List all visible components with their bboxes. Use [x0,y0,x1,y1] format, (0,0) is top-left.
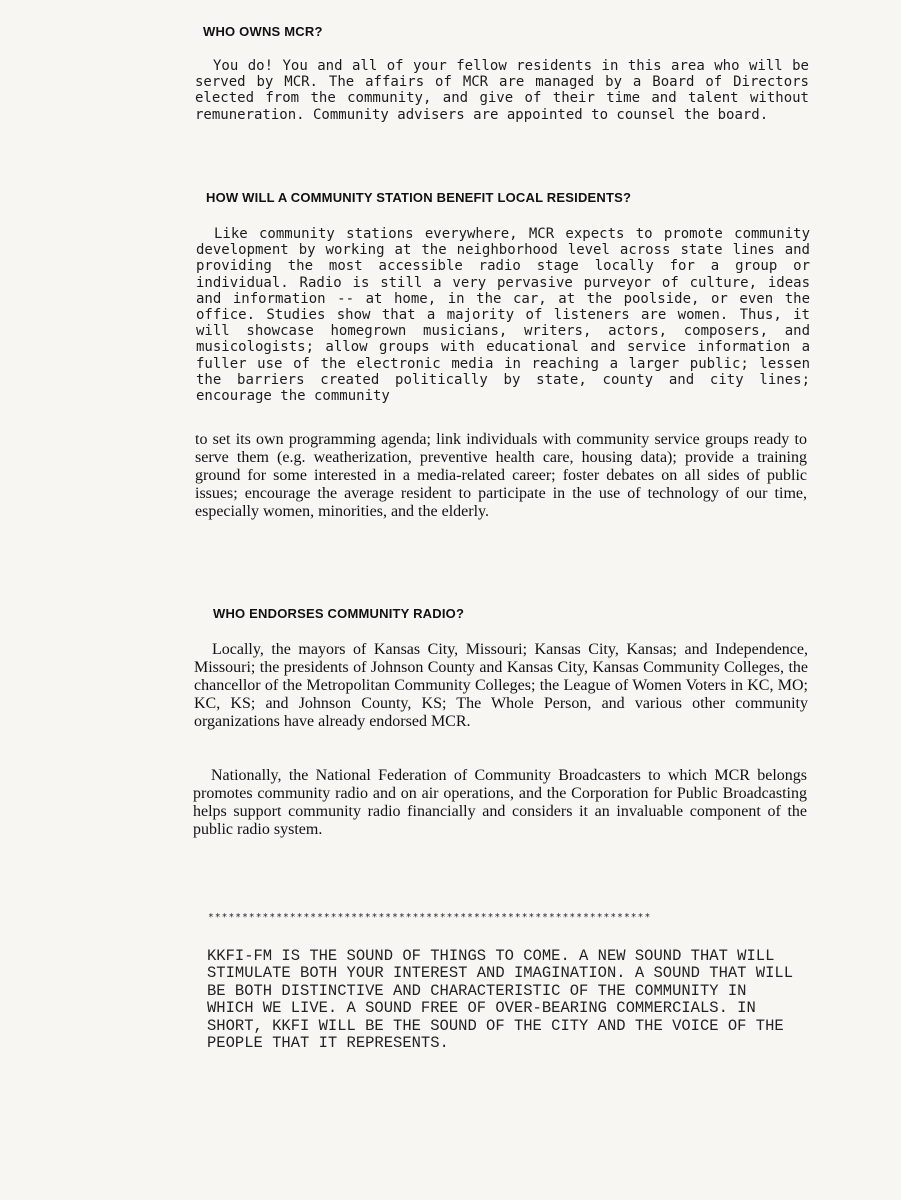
asterisk-divider: ***************************************************************** [208,912,652,923]
paragraph-endorse-local: Locally, the mayors of Kansas City, Missouri; Kansas City, Kansas; and Independence, Missouri; the presidents of Johnson County and Kansas City, Kansas Community Colleges, the chancellor of the Metropolitan Community Colleges; the League of Women Voters in KC, MO; KC, KS; and Johnson County, KS; The Whole Person, and various other community organizations have already endorsed MCR. [194,641,808,730]
paragraph-community-benefit-part2: to set its own programming agenda; link individuals with community service groups ready to serve them (e.g. weatherization, preventive health care, housing data); provide a training ground for some interested in a media-related career; foster debates on all sides of public issues; encourage the average resident to participate in the use of technology of our time, especially women, minorities, and the elderly. [195,431,807,520]
heading-who-owns-mcr: WHO OWNS MCR? [203,24,323,39]
paragraph-who-owns-mcr: You do! You and all of your fellow residents in this area who will be served by MCR. The affairs of MCR are managed by a Board of Directors elected from the community, and give of their time and talent without remuneration. Community advisers are appointed to counsel the board. [195,58,809,123]
heading-who-endorses: WHO ENDORSES COMMUNITY RADIO? [213,606,465,621]
paragraph-endorse-national: Nationally, the National Federation of Community Broadcasters to which MCR belongs promotes community radio and on air operations, and the Corporation for Public Broadcasting helps support community radio financially and considers it an invaluable component of the public radio system. [193,767,807,838]
paragraph-kkfi-closing: KKFI-FM IS THE SOUND OF THINGS TO COME. A NEW SOUND THAT WILL STIMULATE BOTH YOUR INTEREST AND IMAGINATION. A SOUND THAT WILL BE BOTH DISTINCTIVE AND CHARACTERISTIC OF THE COMMUNITY IN WHICH WE LIVE. A SOUND FREE OF OVER-BEARING COMMERCIALS. IN SHORT, KKFI WILL BE THE SOUND OF THE CITY AND THE VOICE OF THE PEOPLE THAT IT REPRESENTS. [207,947,793,1053]
paragraph-community-benefit-part1: Like community stations everywhere, MCR expects to promote community development by working at the neighborhood level across state lines and providing the most accessible radio stage locally for a group or individual. Radio is still a very pervasive purveyor of culture, ideas and information -- at home, in the car, at the poolside, or even the office. Studies show that a majority of listeners are women. Thus, it will showcase homegrown musicians, writers, actors, composers, and musicologists; allow groups with educational and service information a fuller use of the electronic media in reaching a larger public; lessen the barriers created politically by state, county and city lines; encourage the community [196,226,810,405]
heading-community-benefit: HOW WILL A COMMUNITY STATION BENEFIT LOCAL RESIDENTS? [206,190,632,205]
